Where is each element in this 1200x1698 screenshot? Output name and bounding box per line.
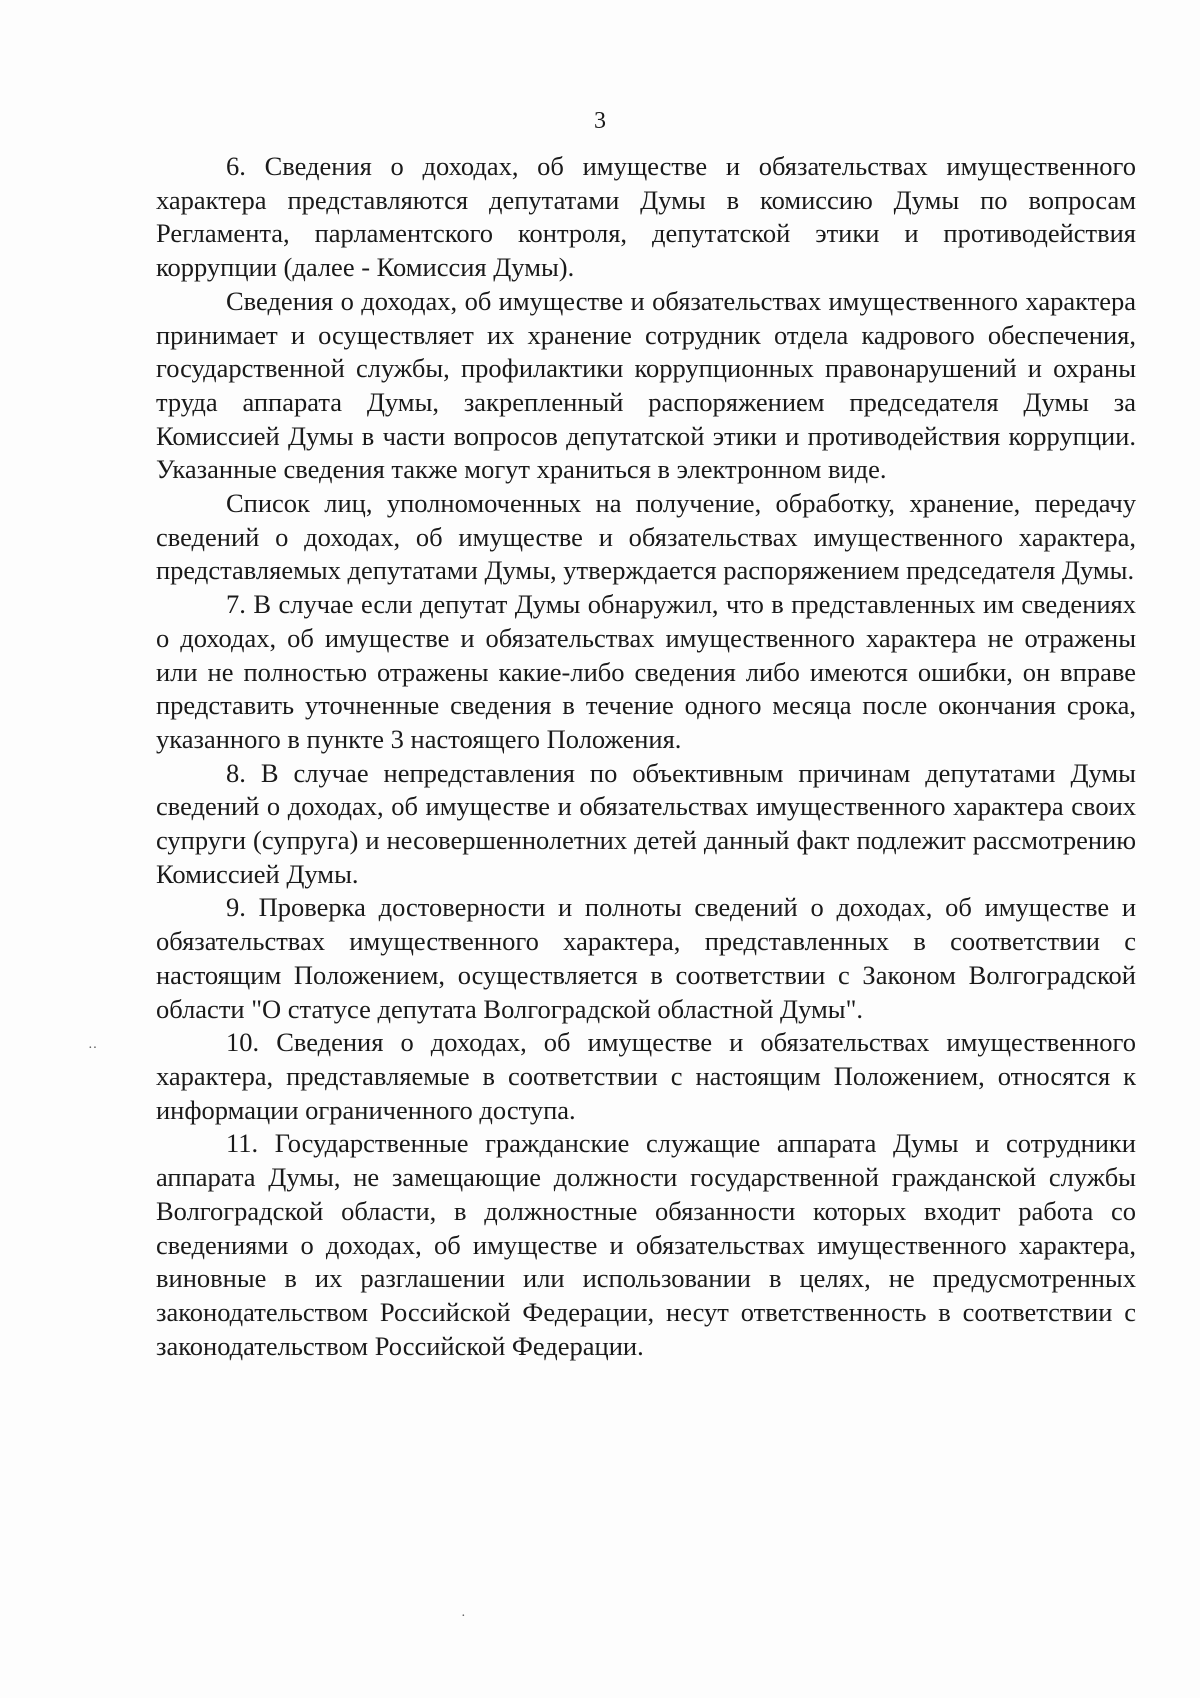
scan-speck: ·· <box>88 1041 98 1056</box>
document-body <box>156 150 1136 1363</box>
paragraph-9: 9. Проверка достоверности и полноты сведений о доходах, об имуществе и обязательствах имущественного характера, представленных в соответствии с настоящим Положением, осуществляется в соответствии с Законом Волгоградской области "О статусе депутата Волгоградской областной Думы". <box>156 892 1136 1024</box>
paragraph-7: 7. В случае если депутат Думы обнаружил, что в представленных им сведениях о доходах, об имуществе и обязательствах имущественного характера не отражены или не полностью отражены какие-либо сведения либо имеются ошибки, он вправе представить уточненные сведения в течение одного месяца после окончания срока, указанного в пункте 3 настоящего Положения. <box>156 589 1136 754</box>
paragraph-6-storage: Сведения о доходах, об имуществе и обязательствах имущественного характера принимает и осуществляет их хранение сотрудник отдела кадрового обеспечения, государственной службы, профилактики коррупционных правонарушений и охраны труда аппарата Думы, закрепленный распоряжением председателя Думы за Комиссией Думы в части вопросов депутатской этики и противодействия коррупции. Указанные сведения также могут храниться в электронном виде. <box>156 285 1136 485</box>
scan-speck: · <box>461 1609 466 1624</box>
paragraph-8: 8. В случае непредставления по объективным причинам депутатами Думы сведений о доходах, об имуществе и обязательствах имущественного характера своих супруги (супруга) и несовершеннолетних детей данный факт подлежит рассмотрению Комиссией Думы. <box>156 757 1136 889</box>
paragraph-11: 11. Государственные гражданские служащие аппарата Думы и сотрудники аппарата Думы, не замещающие должности государственной гражданской службы Волгоградской области, в должностные обязанности которых входит работа со сведениями о доходах, об имуществе и обязательствах имущественного характера, виновные в их разглашении или использовании в целях, не предусмотренных законодательством Российской Федерации, несут ответственность в соответствии с законодательством Российской Федерации. <box>156 1128 1136 1361</box>
paragraph-10: 10. Сведения о доходах, об имуществе и обязательствах имущественного характера, представляемые в соответствии с настоящим Положением, относятся к информации ограниченного доступа. <box>156 1027 1136 1125</box>
paragraph-6: 6. Сведения о доходах, об имуществе и обязательствах имущественного характера представляются депутатами Думы в комиссию Думы по вопросам Регламента, парламентского контроля, депутатской этики и противодействия коррупции (далее - Комиссия Думы). <box>156 151 1136 283</box>
page-number: 3 <box>594 108 606 134</box>
paragraph-6-authorized-list: Список лиц, уполномоченных на получение, обработку, хранение, передачу сведений о доходах, об имуществе и обязательствах имущественного характера, представляемых депутатами Думы, утверждается распоряжением председателя Думы. <box>156 488 1136 586</box>
